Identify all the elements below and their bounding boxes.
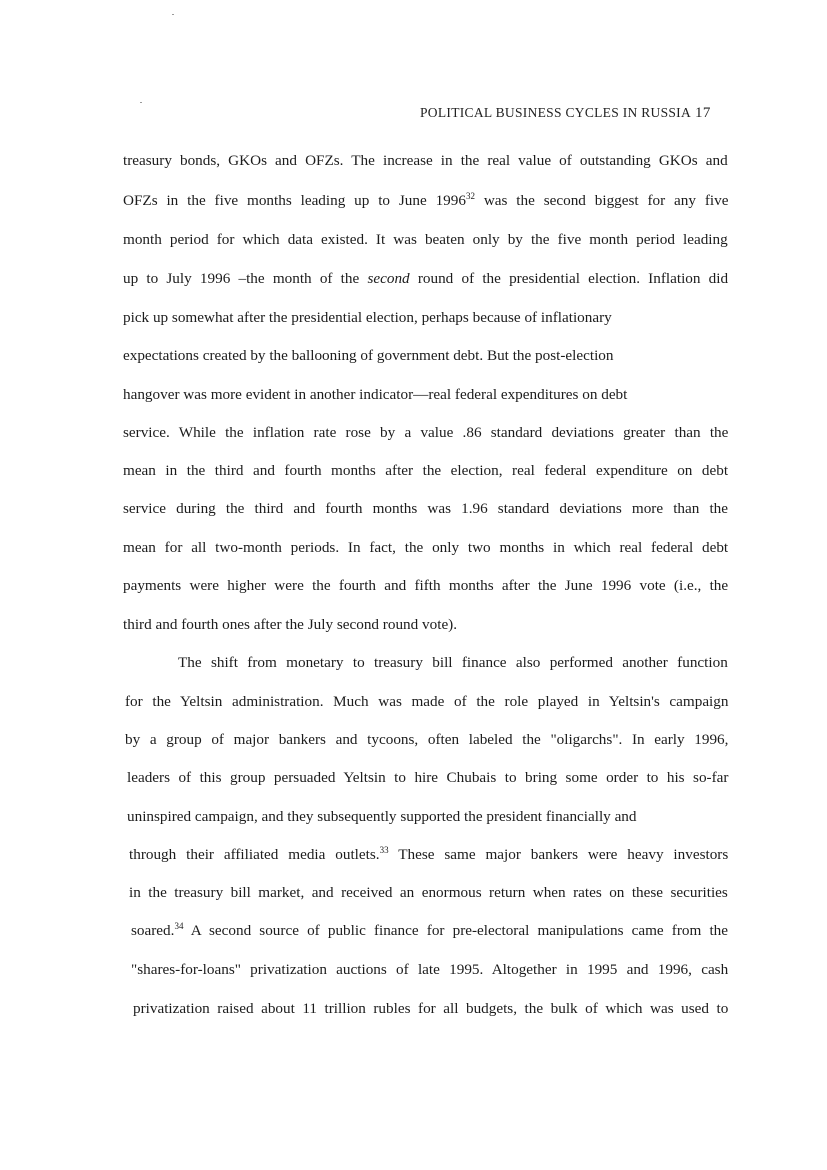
- text-line: mean in the third and fourth months after the election, real federal expenditure on debt: [123, 462, 729, 479]
- text-line: hangover was more evident in another indicator—real federal expenditures on debt: [123, 386, 628, 403]
- running-title: POLITICAL BUSINESS CYCLES IN RUSSIA: [420, 105, 692, 120]
- text-line: in the treasury bill market, and received an enormous return when rates on these securities: [129, 884, 728, 901]
- text-line: third and fourth ones after the July second round vote).: [123, 616, 458, 633]
- text-line: service. While the inflation rate rose by a value .86 standard deviations greater than the: [123, 424, 729, 441]
- text-line: by a group of major bankers and tycoons, often labeled the "oligarchs". In early 1996,: [125, 731, 729, 748]
- text-line: through their affiliated media outlets.$^{33}$ These same major bankers were heavy investors: [129, 845, 729, 863]
- text-line: privatization raised about 11 trillion rubles for all budgets, the bulk of which was used to: [133, 1000, 729, 1017]
- text-line: up to July 1996 –the month of the second round of the presidential election. Inflation did: [123, 270, 729, 287]
- text-line: soared.$^{34}$ A second source of public finance for pre-electoral manipulations came from the: [131, 921, 729, 939]
- footnote-ref: 33: [379, 845, 389, 855]
- running-header: [420, 105, 711, 122]
- scan-speck: [172, 14, 174, 15]
- text-line: "shares-for-loans" privatization auctions of late 1995. Altogether in 1995 and 1996, cash: [131, 961, 729, 978]
- text-line: pick up somewhat after the presidential election, perhaps because of inflationary: [123, 309, 612, 326]
- text-line: for the Yeltsin administration. Much was made of the role played in Yeltsin's campaign: [125, 693, 729, 710]
- text-line: expectations created by the ballooning of government debt. But the post-election: [123, 347, 614, 364]
- text-line: The shift from monetary to treasury bill finance also performed another function: [178, 654, 728, 671]
- text-line: mean for all two-month periods. In fact, the only two months in which real federal debt: [123, 539, 729, 556]
- text-line: treasury bonds, GKOs and OFZs. The increase in the real value of outstanding GKOs and: [123, 152, 728, 169]
- text-line: payments were higher were the fourth and fifth months after the June 1996 vote (i.e., the: [123, 577, 729, 594]
- scan-speck: [140, 102, 142, 103]
- text-line: month period for which data existed. It was beaten only by the five month period leading: [123, 231, 728, 248]
- footnote-ref: 32: [465, 191, 475, 201]
- footnote-ref: 34: [174, 921, 184, 931]
- text-line: service during the third and fourth months was 1.96 standard deviations more than the: [123, 500, 729, 517]
- text-line: OFZs in the five months leading up to June 1996$^{32}$ was the second biggest for any five: [123, 191, 729, 209]
- text-line: leaders of this group persuaded Yeltsin to hire Chubais to bring some order to his so-far: [127, 769, 729, 786]
- page-number: 17: [695, 105, 711, 121]
- text-line: uninspired campaign, and they subsequently supported the president financially and: [127, 808, 637, 825]
